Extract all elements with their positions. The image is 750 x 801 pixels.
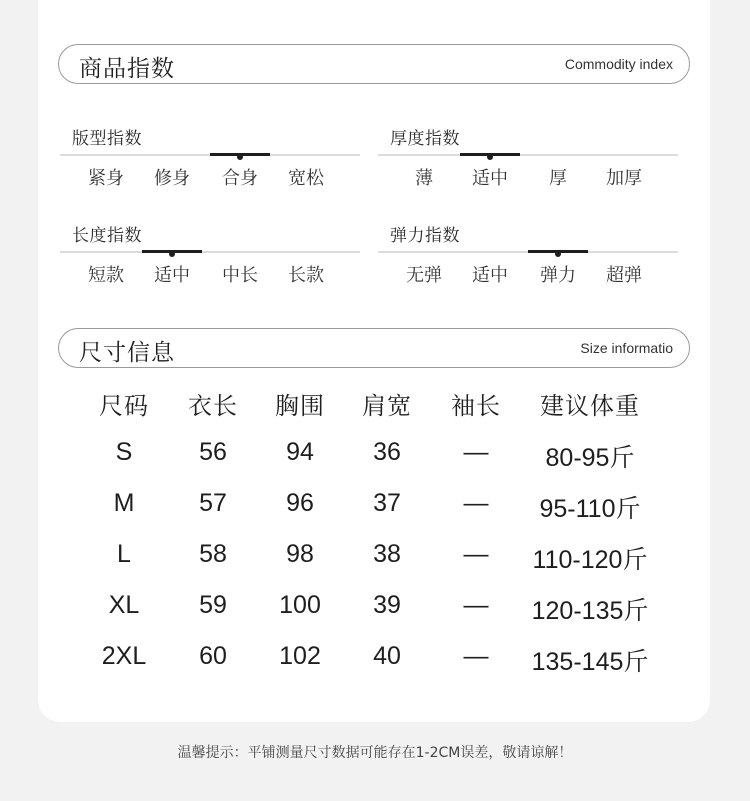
index-option: 宽松 bbox=[288, 168, 324, 189]
index-option: 适中 bbox=[154, 265, 190, 286]
table-cell: 37 bbox=[373, 489, 401, 517]
index-label: 长度指数 bbox=[72, 226, 142, 246]
table-cell: 98 bbox=[286, 540, 314, 568]
table-cell: 96 bbox=[286, 489, 314, 517]
index-selected-dot bbox=[169, 251, 175, 257]
table-cell: — bbox=[463, 438, 489, 466]
table-cell: 40 bbox=[373, 642, 401, 670]
table-cell: 2XL bbox=[101, 642, 147, 670]
table-cell: 56 bbox=[199, 438, 227, 466]
size-info-header bbox=[58, 328, 690, 368]
index-track bbox=[60, 251, 360, 253]
table-cell: 110-120斤 bbox=[532, 546, 648, 574]
table-cell: 80-95斤 bbox=[545, 444, 635, 472]
table-cell: 60 bbox=[199, 642, 227, 670]
table-cell: 57 bbox=[199, 489, 227, 517]
index-option: 紧身 bbox=[88, 168, 124, 189]
commodity-index-subtitle: Commodity index bbox=[564, 56, 673, 72]
index-label: 版型指数 bbox=[72, 129, 142, 149]
index-option: 薄 bbox=[415, 168, 433, 189]
index-option: 中长 bbox=[222, 265, 258, 286]
table-header-cell: 肩宽 bbox=[362, 392, 412, 420]
table-cell: 100 bbox=[279, 591, 321, 619]
index-selected-dot bbox=[237, 154, 243, 160]
table-cell: 36 bbox=[373, 438, 401, 466]
table-header-cell: 衣长 bbox=[188, 392, 238, 420]
index-option: 加厚 bbox=[606, 168, 642, 189]
index-selected-dot bbox=[487, 154, 493, 160]
index-label: 弹力指数 bbox=[390, 226, 460, 246]
index-option: 适中 bbox=[472, 168, 508, 189]
index-label: 厚度指数 bbox=[390, 129, 460, 149]
table-cell: — bbox=[463, 489, 489, 517]
index-option: 短款 bbox=[88, 265, 124, 286]
table-cell: — bbox=[463, 591, 489, 619]
table-cell: M bbox=[113, 489, 135, 517]
index-selected-dot bbox=[555, 251, 561, 257]
commodity-index-title: 商品指数 bbox=[79, 56, 175, 82]
size-info-subtitle: Size informatio bbox=[580, 340, 673, 356]
table-cell: 95-110斤 bbox=[539, 495, 641, 523]
table-cell: 39 bbox=[373, 591, 401, 619]
table-cell: 59 bbox=[199, 591, 227, 619]
table-cell: 120-135斤 bbox=[531, 597, 649, 625]
table-cell: — bbox=[463, 540, 489, 568]
size-info-title: 尺寸信息 bbox=[79, 340, 175, 366]
table-cell: 94 bbox=[286, 438, 314, 466]
index-option: 超弹 bbox=[606, 265, 642, 286]
table-cell: 102 bbox=[279, 642, 321, 670]
table-header-cell: 尺码 bbox=[99, 392, 149, 420]
table-cell: XL bbox=[108, 591, 140, 619]
index-option: 弹力 bbox=[540, 265, 576, 286]
table-cell: 135-145斤 bbox=[531, 648, 649, 676]
index-option: 厚 bbox=[549, 168, 567, 189]
index-option: 无弹 bbox=[406, 265, 442, 286]
commodity-index-header bbox=[58, 44, 690, 84]
table-header-cell: 袖长 bbox=[451, 392, 501, 420]
index-option: 合身 bbox=[222, 168, 258, 189]
table-cell: S bbox=[115, 438, 133, 466]
table-cell: — bbox=[463, 642, 489, 670]
table-cell: L bbox=[117, 540, 131, 568]
index-track bbox=[378, 154, 678, 156]
table-cell: 58 bbox=[199, 540, 227, 568]
index-option: 修身 bbox=[154, 168, 190, 189]
table-cell: 38 bbox=[373, 540, 401, 568]
index-option: 适中 bbox=[472, 265, 508, 286]
index-option: 长款 bbox=[288, 265, 324, 286]
table-header-cell: 胸围 bbox=[275, 392, 325, 420]
table-header-cell: 建议体重 bbox=[540, 392, 640, 420]
footer-tip: 温馨提示：平铺测量尺寸数据可能存在1-2CM误差，敬请谅解！ bbox=[177, 745, 573, 761]
